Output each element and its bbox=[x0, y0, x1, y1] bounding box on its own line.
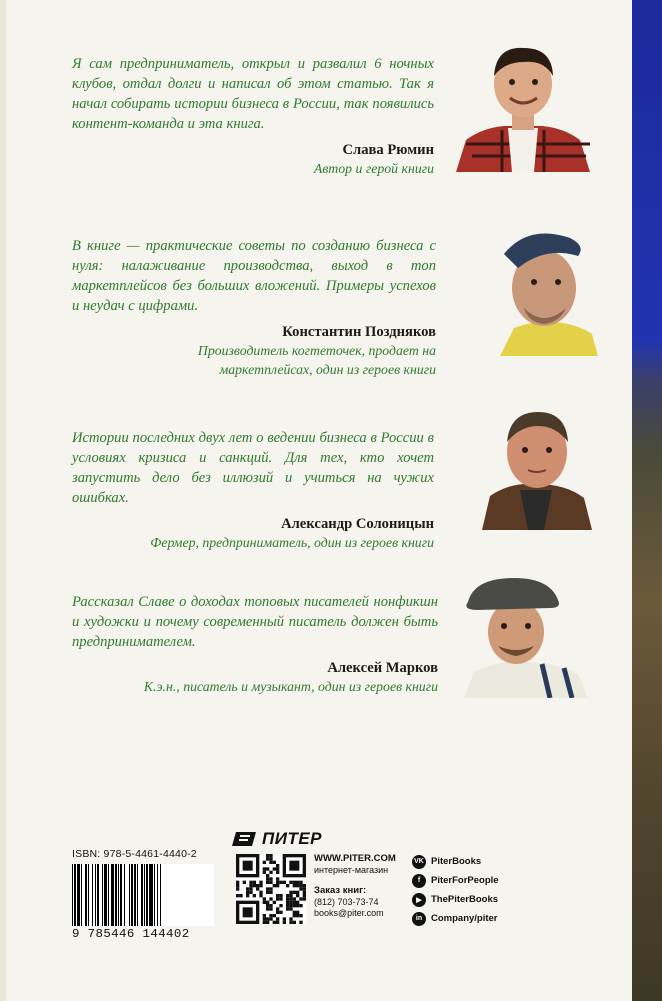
testimonial-author: Слава Рюмин bbox=[342, 142, 434, 158]
social-label: PiterForPeople bbox=[431, 875, 499, 886]
testimonial-4 bbox=[72, 592, 438, 696]
order-email: books@piter.com bbox=[314, 908, 384, 918]
piter-logo-icon bbox=[232, 830, 258, 848]
social-facebook bbox=[412, 871, 499, 890]
testimonial-3 bbox=[72, 428, 434, 552]
testimonial-role: Фермер, предприниматель, один из героев книги bbox=[150, 535, 434, 550]
publisher-logo-text: ПИТЕР bbox=[262, 829, 323, 848]
qr-code bbox=[236, 854, 306, 924]
publisher-info bbox=[314, 853, 396, 918]
author-photo-1 bbox=[452, 40, 594, 172]
author-photo-2 bbox=[494, 224, 598, 356]
social-label: Company/piter bbox=[431, 913, 498, 924]
social-youtube bbox=[412, 890, 499, 909]
author-photo-3 bbox=[480, 404, 594, 530]
testimonial-quote: В книге — практические советы по созданию бизнеса с нуля: налаживание производства, выход в топ маркетплейсов без больших вложений. Примеры успехов и неудач с цифрами. bbox=[72, 238, 436, 314]
barcode-number: 9 785446 144402 bbox=[72, 927, 190, 941]
testimonial-author: Константин Поздняков bbox=[282, 324, 436, 340]
testimonial-role: Производитель когтеточек, продает на маркетплейсах, один из героев книги bbox=[197, 343, 436, 377]
book-spine bbox=[632, 0, 662, 1001]
testimonial-quote: Я сам предприниматель, открыл и развалил 6 ночных клубов, отдал долги и написал об этом статью. Так я начал собирать истории бизнеса в России, так появились контент-команда и эта книга. bbox=[72, 56, 434, 132]
facebook-icon: f bbox=[412, 874, 426, 888]
testimonial-2 bbox=[72, 236, 436, 379]
testimonial-role: К.э.н., писатель и музыкант, один из героев книги bbox=[143, 679, 438, 694]
testimonial-role: Автор и герой книги bbox=[313, 161, 434, 176]
testimonial-1 bbox=[72, 54, 434, 178]
social-vk bbox=[412, 852, 499, 871]
testimonial-author: Александр Солоницын bbox=[281, 516, 434, 532]
testimonial-quote: Истории последних двух лет о ведении бизнеса в России в условиях кризиса и санкций. Для тех, кто хочет запустить дело без иллюзий и учиться на чужих ошибках. bbox=[72, 430, 434, 506]
barcode-image bbox=[72, 864, 214, 926]
order-phone: (812) 703-73-74 bbox=[314, 897, 379, 907]
barcode-block bbox=[72, 848, 214, 941]
social-label: PiterBooks bbox=[431, 856, 482, 867]
qr-code-icon bbox=[236, 854, 306, 924]
youtube-icon: ▶ bbox=[412, 893, 426, 907]
author-photo-4 bbox=[454, 574, 596, 698]
linkedin-icon: in bbox=[412, 912, 426, 926]
social-links bbox=[412, 852, 499, 928]
order-title: Заказ книг: bbox=[314, 885, 367, 896]
social-label: ThePiterBooks bbox=[431, 894, 499, 905]
testimonial-quote: Рассказал Славе о доходах топовых писателей нонфикшн и художки и почему современный писатель должен быть предпринимателем. bbox=[72, 594, 438, 650]
isbn-label: ISBN: 978-5-4461-4440-2 bbox=[72, 848, 197, 860]
publisher-site-note: интернет-магазин bbox=[314, 865, 389, 875]
social-linkedin bbox=[412, 909, 499, 928]
vk-icon: VK bbox=[412, 855, 426, 869]
testimonial-author: Алексей Марков bbox=[327, 660, 438, 676]
publisher-logo bbox=[232, 828, 322, 850]
barcode-bar bbox=[161, 864, 162, 926]
publisher-site: WWW.PITER.COM bbox=[314, 853, 396, 864]
